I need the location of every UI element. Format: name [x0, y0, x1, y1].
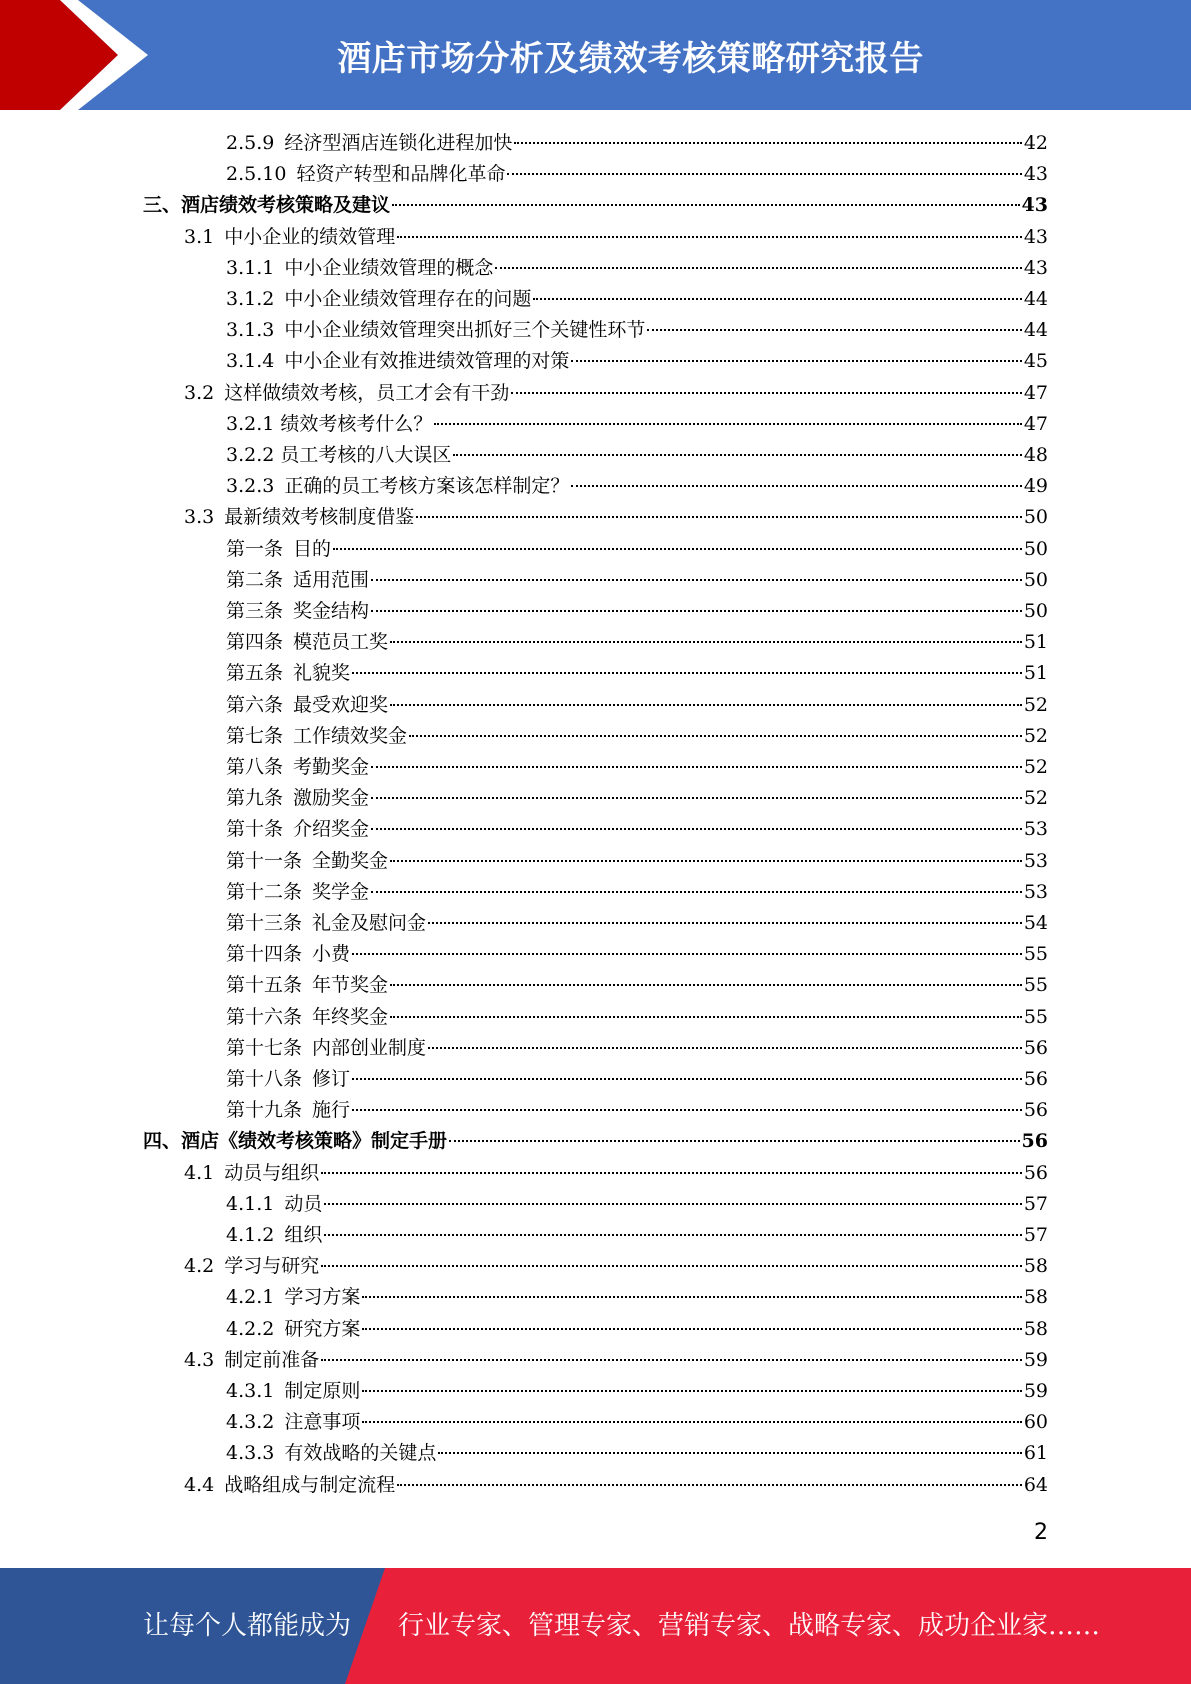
toc-entry-page: 53	[1023, 849, 1048, 872]
toc-leader-dots	[352, 953, 1022, 955]
footer-slogan-right: 行业专家、管理专家、营销专家、战略专家、成功企业家……	[398, 1611, 1101, 1641]
toc-entry-number: 4.2	[184, 1255, 215, 1278]
toc-entry-number: 第二条	[226, 568, 284, 591]
toc-entry-number: 第十八条	[226, 1068, 303, 1090]
toc-leader-dots	[362, 1296, 1021, 1298]
toc-entry-page: 64	[1023, 1473, 1048, 1496]
toc-entry-number: 第十一条	[226, 849, 303, 872]
toc-entry-number: 第十九条	[226, 1099, 303, 1122]
toc-entry-page: 43	[1023, 225, 1048, 248]
toc-entry-page: 55	[1023, 943, 1048, 966]
toc-entry[interactable]	[226, 315, 1048, 346]
toc-entry[interactable]	[226, 346, 1048, 377]
toc-entry-page: 43	[1023, 163, 1048, 186]
toc-entry-title: 最受欢迎奖	[293, 693, 389, 716]
toc-entry-page: 55	[1023, 974, 1048, 997]
toc-entry-page: 57	[1023, 1224, 1048, 1246]
toc-entry-title: 中小企业绩效管理存在的问题	[284, 288, 532, 310]
toc-entry-number: 3.1.2	[226, 288, 275, 310]
toc-entry-title: 修订	[312, 1068, 351, 1090]
toc-entry-page: 52	[1023, 693, 1048, 716]
toc-entry-page: 44	[1023, 319, 1048, 342]
toc-entry-page: 56	[1023, 1068, 1048, 1090]
toc-entry[interactable]	[184, 502, 1048, 533]
toc-entry[interactable]	[184, 1345, 1048, 1376]
toc-entry-number: 3.3	[184, 506, 215, 529]
toc-entry-number: 4.2.2	[226, 1317, 275, 1340]
toc-entry[interactable]	[226, 627, 1048, 658]
toc-entry-page: 43	[1021, 194, 1048, 217]
toc-entry[interactable]	[226, 1064, 1048, 1095]
toc-entry-title: 学习方案	[284, 1286, 361, 1309]
toc-entry-number: 4.1.1	[226, 1192, 275, 1215]
toc-leader-dots	[324, 1234, 1021, 1236]
toc-entry[interactable]	[226, 1033, 1048, 1064]
toc-entry[interactable]	[226, 846, 1048, 877]
toc-entry-title: 战略组成与制定流程	[224, 1473, 396, 1496]
toc-entry-number: 4.1.2	[226, 1224, 275, 1246]
toc-entry[interactable]	[226, 939, 1048, 970]
toc-entry-number: 4.4	[184, 1473, 215, 1496]
toc-leader-dots	[371, 891, 1022, 893]
toc-entry-number: 3.2.3	[226, 475, 275, 498]
page-number: 2	[1034, 1520, 1048, 1545]
toc-entry-number: 3.1.3	[226, 319, 275, 342]
toc-entry-number: 2.5.9	[226, 132, 275, 154]
toc-entry-page: 52	[1023, 756, 1048, 778]
toc-entry-number: 4.3.2	[226, 1411, 275, 1434]
toc-leader-dots	[397, 1484, 1022, 1486]
toc-leader-dots	[371, 797, 1022, 799]
toc-entry[interactable]	[226, 658, 1048, 689]
toc-leader-dots	[514, 142, 1021, 144]
page-header	[0, 0, 1191, 110]
toc-entry-title: 注意事项	[284, 1411, 361, 1434]
toc-entry-page: 56	[1023, 1099, 1048, 1122]
toc-leader-dots	[390, 641, 1022, 643]
toc-entry-page: 59	[1023, 1380, 1048, 1402]
toc-entry[interactable]	[226, 752, 1048, 783]
toc-leader-dots	[511, 392, 1022, 394]
toc-entry[interactable]	[226, 970, 1048, 1001]
toc-entry-number: 4.3.3	[226, 1442, 275, 1465]
toc-entry-page: 51	[1023, 662, 1048, 685]
toc-entry-page: 53	[1023, 818, 1048, 841]
toc-entry-page: 57	[1023, 1192, 1048, 1215]
toc-entry-page: 47	[1023, 412, 1048, 435]
toc-entry[interactable]	[226, 284, 1048, 315]
toc-entry-number: 4.3	[184, 1348, 215, 1371]
toc-leader-dots	[371, 766, 1022, 768]
toc-leader-dots	[416, 516, 1022, 518]
toc-entry-title: 有效战略的关键点	[284, 1442, 437, 1465]
toc-leader-dots	[647, 329, 1021, 331]
toc-leader-dots	[352, 1109, 1022, 1111]
toc-entry[interactable]	[226, 908, 1048, 939]
toc-leader-dots	[371, 579, 1022, 581]
toc-leader-dots	[438, 1452, 1021, 1454]
toc-entry[interactable]	[226, 159, 1048, 190]
toc-entry-number: 4.2.1	[226, 1286, 275, 1309]
toc-entry-page: 54	[1023, 912, 1048, 934]
toc-entry-number: 第五条	[226, 662, 284, 685]
toc-leader-dots	[324, 1203, 1021, 1205]
toc-entry-number: 第四条	[226, 631, 284, 654]
toc-entry[interactable]	[226, 471, 1048, 502]
toc-entry-number: 3.1.4	[226, 350, 275, 373]
toc-entry-title: 3.2.2 员工考核的八大误区	[226, 444, 452, 466]
toc-entry[interactable]	[226, 253, 1048, 284]
toc-entry-title: 礼金及慰问金	[312, 912, 427, 934]
toc-entry-page: 50	[1023, 537, 1048, 560]
toc-leader-dots	[321, 1359, 1022, 1361]
toc-leader-dots	[371, 610, 1022, 612]
toc-entry-page: 56	[1021, 1130, 1048, 1153]
toc-entry[interactable]	[226, 1438, 1048, 1469]
toc-leader-dots	[390, 1016, 1022, 1018]
toc-entry-number: 第八条	[226, 756, 284, 778]
toc-entry-number: 第十五条	[226, 974, 303, 997]
toc-entry[interactable]	[226, 534, 1048, 565]
toc-entry-page: 60	[1023, 1411, 1048, 1434]
toc-entry[interactable]	[226, 1189, 1048, 1220]
document-title: 酒店市场分析及绩效考核策略研究报告	[337, 38, 924, 79]
toc-entry-number: 第十三条	[226, 912, 303, 934]
toc-entry-page: 55	[1023, 1005, 1048, 1028]
toc-leader-dots	[507, 173, 1021, 175]
page-footer	[0, 1568, 1191, 1684]
toc-entry[interactable]	[226, 721, 1048, 752]
toc-leader-dots	[495, 267, 1021, 269]
toc-leader-dots	[390, 704, 1022, 706]
toc-entry-page: 52	[1023, 787, 1048, 810]
toc-leader-dots	[453, 454, 1021, 456]
toc-entry[interactable]	[226, 1282, 1048, 1313]
toc-leader-dots	[409, 735, 1022, 737]
toc-entry-page: 43	[1023, 256, 1048, 279]
toc-entry-page: 61	[1023, 1442, 1048, 1465]
toc-leader-dots	[434, 423, 1021, 425]
toc-entry-page: 50	[1023, 568, 1048, 591]
toc-entry-page: 50	[1023, 506, 1048, 529]
toc-entry[interactable]	[226, 565, 1048, 596]
toc-entry[interactable]	[184, 1251, 1048, 1282]
toc-leader-dots	[428, 922, 1022, 924]
toc-entry-page: 48	[1023, 444, 1048, 466]
toc-leader-dots	[362, 1328, 1021, 1330]
toc-entry-number: 第十七条	[226, 1036, 303, 1059]
toc-entry-title: 制定前准备	[224, 1348, 320, 1371]
toc-entry-title: 中小企业绩效管理的概念	[284, 256, 494, 279]
toc-entry-page: 58	[1023, 1286, 1048, 1309]
toc-entry-title: 目的	[293, 537, 332, 560]
toc-entry-title: 轻资产转型和品牌化革命	[296, 163, 506, 186]
toc-entry-title: 最新绩效考核制度借鉴	[224, 506, 415, 529]
toc-entry-title: 研究方案	[284, 1317, 361, 1340]
toc-entry-number: 第十条	[226, 818, 284, 841]
toc-entry-number: 第十二条	[226, 880, 303, 903]
toc-entry-page: 58	[1023, 1255, 1048, 1278]
toc-entry-title: 激励奖金	[293, 787, 370, 810]
toc-entry[interactable]	[226, 128, 1048, 159]
toc-entry-title: 中小企业有效推进绩效管理的对策	[284, 350, 570, 373]
toc-entry-title: 工作绩效奖金	[293, 724, 408, 747]
toc-entry-page: 56	[1023, 1036, 1048, 1059]
toc-entry-number: 4.3.1	[226, 1380, 275, 1402]
toc-entry-number: 3.1	[184, 225, 215, 248]
toc-entry[interactable]	[184, 1470, 1048, 1501]
toc-entry-title: 奖金结构	[293, 600, 370, 622]
toc-entry[interactable]	[143, 190, 1048, 221]
toc-entry-title: 动员与组织	[224, 1161, 320, 1184]
toc-leader-dots	[428, 1047, 1022, 1049]
toc-entry[interactable]	[226, 877, 1048, 908]
toc-leader-dots	[362, 1421, 1021, 1423]
toc-leader-dots	[449, 1140, 1020, 1142]
toc-entry-title: 全勤奖金	[312, 849, 389, 872]
toc-entry-title: 模范员工奖	[293, 631, 389, 654]
toc-entry-title: 内部创业制度	[312, 1036, 427, 1059]
toc-entry[interactable]	[226, 1376, 1048, 1407]
toc-entry-page: 50	[1023, 600, 1048, 622]
toc-entry-number: 第九条	[226, 787, 284, 810]
toc-leader-dots	[533, 298, 1021, 300]
toc-entry-page: 42	[1023, 132, 1048, 154]
toc-entry-title: 年节奖金	[312, 974, 389, 997]
toc-entry-title: 介绍奖金	[293, 818, 370, 841]
toc-entry-page: 49	[1023, 475, 1048, 498]
toc-entry[interactable]	[226, 1220, 1048, 1251]
toc-entry-title: 三、酒店绩效考核策略及建议	[143, 194, 391, 217]
toc-entry-page: 59	[1023, 1348, 1048, 1371]
toc-entry[interactable]	[226, 1095, 1048, 1126]
toc-entry[interactable]	[226, 1002, 1048, 1033]
toc-entry-title: 小费	[312, 943, 351, 966]
toc-entry-title: 学习与研究	[224, 1255, 320, 1278]
toc-leader-dots	[392, 204, 1020, 206]
toc-leader-dots	[390, 984, 1022, 986]
toc-leader-dots	[352, 1078, 1022, 1080]
toc-entry-page: 56	[1023, 1161, 1048, 1184]
toc-entry-title: 适用范围	[293, 568, 370, 591]
toc-entry-number: 3.2	[184, 381, 215, 404]
toc-entry-page: 52	[1023, 724, 1048, 747]
toc-entry-title: 动员	[284, 1192, 323, 1215]
toc-entry[interactable]	[226, 783, 1048, 814]
toc-entry-title: 奖学金	[312, 880, 370, 903]
toc-entry-page: 58	[1023, 1317, 1048, 1340]
toc-entry-title: 这样做绩效考核，员工才会有干劲	[224, 381, 510, 404]
toc-leader-dots	[397, 236, 1022, 238]
toc-entry-title: 礼貌奖	[293, 662, 351, 685]
toc-entry[interactable]	[226, 690, 1048, 721]
toc-entry[interactable]	[226, 1314, 1048, 1345]
toc-leader-dots	[371, 828, 1022, 830]
toc-entry-number: 3.1.1	[226, 256, 275, 279]
toc-entry-number: 第一条	[226, 537, 284, 560]
toc-entry-title: 制定原则	[284, 1380, 361, 1402]
toc-entry-number: 4.1	[184, 1161, 215, 1184]
toc-entry-number: 第三条	[226, 600, 284, 622]
toc-leader-dots	[321, 1265, 1022, 1267]
toc-leader-dots	[571, 360, 1021, 362]
toc-entry-page: 45	[1023, 350, 1048, 373]
toc-leader-dots	[352, 672, 1022, 674]
toc-entry-page: 51	[1023, 631, 1048, 654]
toc-leader-dots	[571, 485, 1021, 487]
toc-entry[interactable]	[226, 814, 1048, 845]
toc-entry-number: 第六条	[226, 693, 284, 716]
toc-entry-title: 组织	[284, 1224, 323, 1246]
toc-entry-title: 施行	[312, 1099, 351, 1122]
toc-entry-page: 53	[1023, 880, 1048, 903]
toc-entry-title: 考勤奖金	[293, 756, 370, 778]
toc-entry-title: 正确的员工考核方案该怎样制定？	[284, 475, 570, 498]
toc-leader-dots	[333, 548, 1022, 550]
toc-entry-number: 2.5.10	[226, 163, 287, 186]
footer-slogan-left: 让每个人都能成为	[143, 1611, 352, 1641]
toc-entry-number: 第七条	[226, 724, 284, 747]
toc-entry[interactable]	[226, 596, 1048, 627]
toc-entry-page: 47	[1023, 381, 1048, 404]
toc-entry[interactable]	[226, 409, 1048, 440]
toc-entry-page: 44	[1023, 288, 1048, 310]
toc-entry-title: 中小企业的绩效管理	[224, 225, 396, 248]
toc-entry[interactable]	[184, 222, 1048, 253]
toc-entry-title: 四、酒店《绩效考核策略》制定手册	[143, 1130, 448, 1153]
toc-entry[interactable]	[143, 1126, 1048, 1157]
toc-leader-dots	[390, 860, 1022, 862]
toc-entry[interactable]	[184, 1158, 1048, 1189]
toc-leader-dots	[321, 1172, 1022, 1174]
toc-entry-number: 第十四条	[226, 943, 303, 966]
toc-entry[interactable]	[226, 440, 1048, 471]
toc-entry-title: 3.2.1 绩效考核考什么？	[226, 412, 433, 435]
toc-entry-number: 第十六条	[226, 1005, 303, 1028]
toc-leader-dots	[362, 1390, 1021, 1392]
toc-entry[interactable]	[226, 1407, 1048, 1438]
toc-entry-title: 中小企业绩效管理突出抓好三个关键性环节	[284, 319, 646, 342]
toc-entry-title: 经济型酒店连锁化进程加快	[284, 132, 513, 154]
toc-entry[interactable]	[184, 378, 1048, 409]
toc-entry-title: 年终奖金	[312, 1005, 389, 1028]
